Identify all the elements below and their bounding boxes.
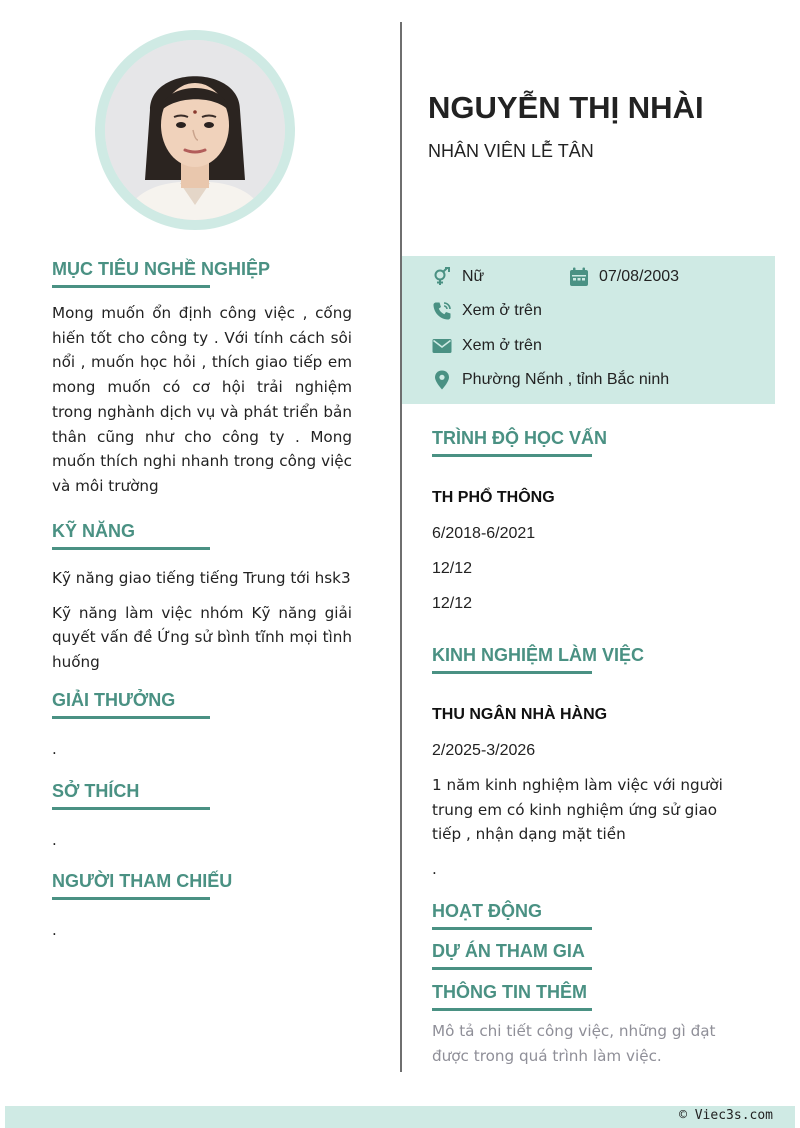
contact-address [432, 370, 669, 390]
map-pin-icon [432, 370, 452, 390]
education-grade: 12/12 [432, 595, 473, 612]
candidate-role: NHÂN VIÊN LỄ TÂN [428, 141, 594, 161]
contact-gender [432, 267, 484, 287]
experience-section [432, 645, 752, 881]
email-value: Xem ở trên [462, 337, 542, 354]
experience-title: KINH NGHIỆM LÀM VIỆC [432, 645, 752, 674]
footer-copyright: © Viec3s.com [679, 1108, 773, 1123]
awards-title: GIẢI THƯỞNG [52, 690, 352, 719]
experience-description: 1 năm kinh nghiệm làm việc với người trung em có kinh nghiệm ứng sử giao tiếp , nhận dạng mặt tiền [432, 776, 723, 843]
activities-section [432, 901, 752, 930]
references-text: . [52, 921, 57, 939]
phone-value: Xem ở trên [462, 302, 542, 319]
experience-position: THU NGÂN NHÀ HÀNG [432, 706, 608, 723]
envelope-icon [432, 336, 452, 356]
contact-email [432, 336, 542, 356]
candidate-name: NGUYỄN THỊ NHÀI [428, 90, 704, 125]
contact-box [402, 256, 775, 404]
contact-birthday [569, 267, 679, 287]
contact-phone [432, 301, 542, 321]
more-info-title: THÔNG TIN THÊM [432, 982, 752, 1011]
hobbies-text: . [52, 831, 57, 849]
education-title: TRÌNH ĐỘ HỌC VẤN [432, 428, 752, 457]
skill-item: Kỹ năng làm việc nhóm Kỹ năng giải quyết vấn đề Ứng sử bình tĩnh mọi tình huống [52, 603, 352, 672]
education-school: TH PHỔ THÔNG [432, 489, 555, 506]
experience-extra: . [432, 859, 437, 878]
hobbies-title: SỞ THÍCH [52, 781, 352, 810]
column-divider [400, 22, 402, 1072]
hobbies-section [52, 781, 352, 850]
address-value: Phường Nếnh , tỉnh Bắc ninh [462, 371, 670, 388]
phone-icon [432, 301, 452, 321]
footer-bar [5, 1106, 795, 1128]
projects-section [432, 941, 752, 970]
more-info-placeholder[interactable]: Mô tả chi tiết công việc, những gì đạt được trong quá trình làm việc. [432, 1022, 716, 1065]
education-grade: 12/12 [432, 560, 473, 577]
gender-icon [432, 267, 452, 287]
objective-title: MỤC TIÊU NGHỀ NGHIỆP [52, 259, 352, 288]
awards-section [52, 690, 352, 759]
birthday-value: 07/08/2003 [599, 268, 680, 285]
skills-section [52, 521, 352, 675]
skills-title: KỸ NĂNG [52, 521, 352, 550]
education-section [432, 428, 752, 613]
education-period: 6/2018-6/2021 [432, 525, 536, 542]
avatar [105, 40, 285, 220]
more-info-section [432, 982, 752, 1068]
projects-title: DỰ ÁN THAM GIA [432, 941, 752, 970]
experience-period: 2/2025-3/2026 [432, 742, 536, 759]
skill-item: Kỹ năng giao tiếng tiếng Trung tới hsk3 [52, 569, 351, 587]
awards-text: . [52, 740, 57, 758]
references-title: NGƯỜI THAM CHIẾU [52, 871, 352, 900]
objective-section [52, 259, 352, 499]
calendar-icon [569, 267, 589, 287]
references-section [52, 871, 352, 940]
activities-title: HOẠT ĐỘNG [432, 901, 752, 930]
gender-value: Nữ [462, 268, 485, 285]
objective-text: Mong muốn ổn định công việc , cống hiến tốt cho công ty . Với tính cách sôi nổi , muốn học hỏi , thích giao tiếp em mong muốn có cơ hội trải nghiệm trong nghành dịch vụ và phát triển bản thân cũng như cho công ty . Mong muốn thích nghi nhanh trong công việc và môi trường [52, 304, 352, 495]
